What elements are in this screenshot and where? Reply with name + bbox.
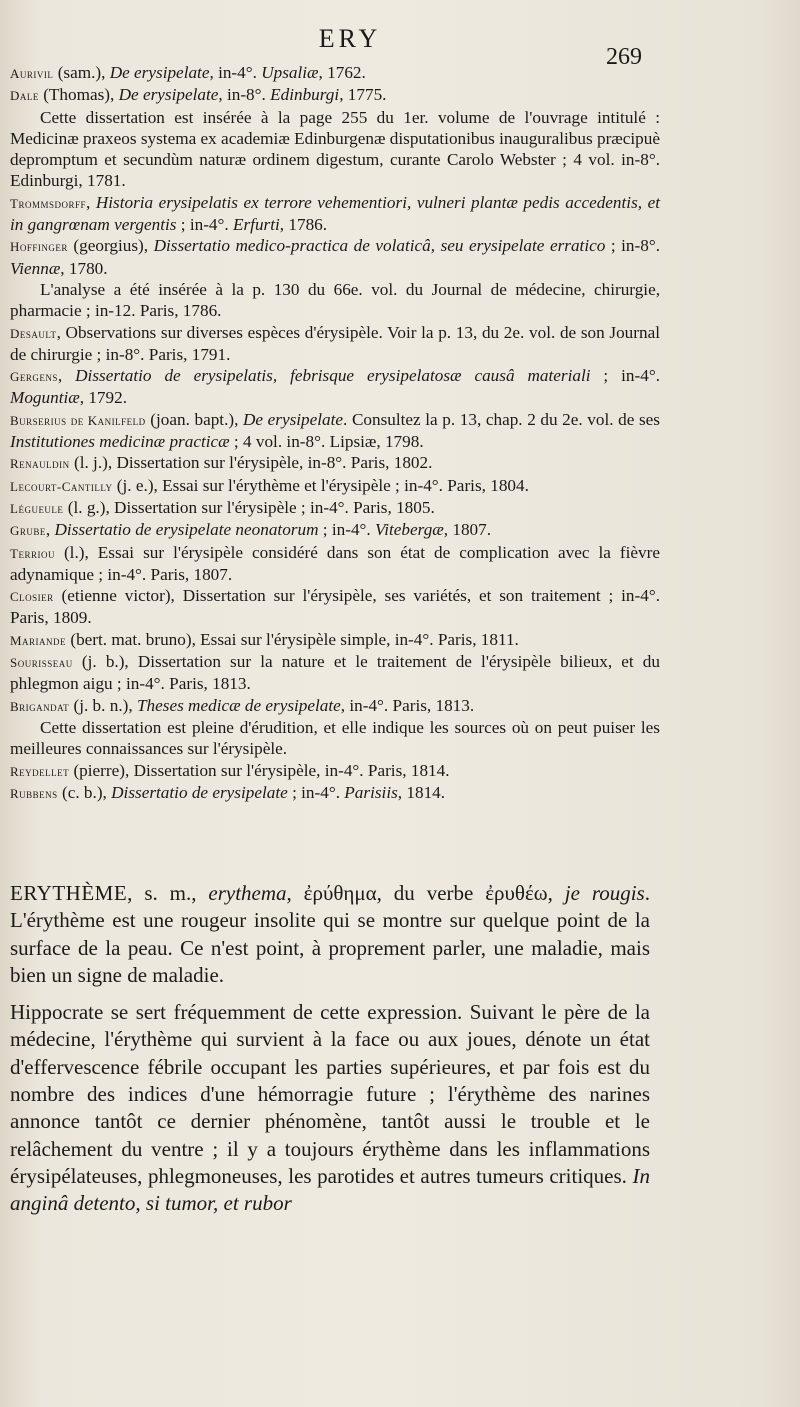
entry-text: ; in-4°.: [287, 782, 345, 802]
translation: je rougis: [564, 881, 645, 905]
entry-author: Légueule: [10, 500, 64, 516]
page-number: 269: [606, 44, 642, 70]
bibliography-entry: [10, 452, 660, 474]
entry-author: Lecourt-Cantilly: [10, 478, 113, 494]
entry-text: (j. e.), Essai sur l'érythème et l'érysipèle ; in-4°. Paris, 1804.: [112, 475, 529, 495]
bibliography-note: L'analyse a été insérée à la p. 130 du 66e. vol. du Journal de médecine, chirurgie, pharmacie ; in-12. Paris, 1786.: [10, 279, 660, 321]
entry-author: Burserius de Kanilfeld: [10, 412, 146, 428]
entry-text: (bert. mat. bruno), Essai sur l'érysipèle simple, in-4°. Paris, 1811.: [66, 629, 519, 649]
entry-author: Reydellet: [10, 763, 70, 779]
entry-author: Dale: [10, 88, 39, 104]
entry-author: Renauldin: [10, 456, 70, 472]
latin-term: erythema: [208, 881, 287, 905]
bibliography-note: Cette dissertation est insérée à la page 255 du 1er. volume de l'ouvrage intitulé : Medicinæ praxeos systema ex academiæ Edinburgenæ disputationibus inauguralibus præcipuè depromptum et secundùm naturæ ordinem digestum, curante Carolo Webster ; 4 vol. in-8°. Edinburgi, 1781.: [10, 107, 660, 191]
entry-text: , in-4°. Paris, 1813.: [340, 695, 475, 715]
entry-text: ; in-4°.: [176, 215, 233, 235]
bibliography-entry: [10, 629, 660, 651]
entry-author: Sourisseau: [10, 655, 73, 671]
bibliography-entry: [10, 519, 660, 541]
entry-place: Edinburgi: [270, 85, 340, 105]
bibliography-entry: [10, 585, 660, 629]
bibliography-entry: [10, 760, 660, 782]
text: Hippocrate se sert fréquemment de cette expression. Suivant le père de la médecine, l'érythème qui survient à la face ou aux joues, dénote un état d'effervescence fébrile occupant les parties supérieures, et par fois est du nombre des indices d'une hémorragie future ; l'érythème des narines annonce tantôt ce dernier phénomène, tantôt aussi le trouble et le relâchement du ventre ; il y a toujours érythème dans les inflammations érysipélateuses, phlegmoneuses, les parotides et autres tumeurs critiques.: [10, 1000, 650, 1188]
entry-text: ,: [85, 192, 96, 212]
entry-author: Trommsdorff: [10, 195, 86, 211]
entry-author: Rubbens: [10, 785, 58, 801]
entry-author: Closier: [10, 589, 54, 605]
bibliography: [10, 62, 660, 804]
entry-text: , 1786.: [279, 215, 328, 235]
entry-place: Viennæ: [10, 258, 61, 278]
entry-text: (Thomas),: [38, 85, 119, 105]
entry-text: , Observations sur diverses espèces d'érysipèle. Voir la p. 13, du 2e. vol. de son Journal de chirurgie ; in-8°. Paris, 1791.: [10, 322, 660, 364]
bibliography-entry: [10, 497, 660, 519]
entry-place: Vitebergæ: [375, 520, 444, 540]
entry-text: ; 4 vol. in-8°. Lipsiæ, 1798.: [229, 432, 424, 452]
entry-title: De erysipelate: [243, 409, 344, 429]
article-paragraph-1: [10, 880, 650, 989]
entry-text: (j. b. n.),: [69, 695, 137, 715]
bibliography-entry: [10, 409, 660, 453]
entry-author: Gergens: [10, 369, 58, 385]
entry-title: Dissertatio de erysipelatis, febrisque erysipelatosæ causâ materiali: [75, 366, 591, 386]
entry-title: Dissertatio de erysipelate neonatorum: [54, 520, 319, 540]
entry-place: Institutiones medicinæ practicæ: [10, 432, 230, 452]
entry-text: (j. b.), Dissertation sur la nature et le traitement de l'érysipèle bilieux, et du phlegmon aigu ; in-4°. Paris, 1813.: [10, 652, 660, 694]
entry-text: (l. j.), Dissertation sur l'érysipèle, in-8°. Paris, 1802.: [69, 453, 433, 473]
entry-text: (georgius),: [67, 236, 154, 256]
entry-title: Historia erysipelatis ex terrore vehementiori, vulneri plantæ pedis accedentis, et in gangrœnam vergentis: [10, 192, 661, 235]
entry-text: , 1792.: [79, 388, 127, 408]
entry-text: . Consultez la p. 13, chap. 2 du 2e. vol. de ses: [343, 409, 660, 429]
running-head: ERY: [318, 24, 382, 53]
entry-text: (c. b.),: [57, 782, 112, 802]
entry-title: De erysipelate: [118, 85, 219, 105]
headword: ERYTHÈME: [10, 881, 128, 905]
article: [10, 880, 650, 1218]
entry-title: Theses medicæ de erysipelate: [136, 695, 341, 715]
bibliography-entries-a: [10, 62, 660, 804]
latin-quote: In anginâ detento, si tumor, et rubor: [10, 1163, 650, 1216]
entry-author: Desault: [10, 325, 57, 341]
bibliography-entry: [10, 695, 660, 717]
bibliography-entry: [10, 475, 660, 497]
entry-text: , 1780.: [60, 258, 108, 278]
entry-author: Terriou: [10, 545, 55, 561]
bibliography-entry: [10, 542, 660, 586]
text: , s. m.,: [127, 881, 209, 905]
bibliography-entry: [10, 192, 660, 236]
entry-author: Hoffinger: [10, 239, 68, 255]
entry-place: Upsaliæ: [261, 63, 319, 82]
entry-place: Parisiis: [344, 782, 398, 802]
entry-title: De erysipelate: [109, 63, 210, 82]
article-paragraph-2: [10, 999, 650, 1217]
bibliography-entry: [10, 235, 660, 279]
entry-text: , 1775.: [339, 85, 387, 105]
entry-text: , 1807.: [443, 520, 492, 540]
entry-text: ; in-4°.: [590, 366, 660, 386]
entry-text: (joan. bapt.),: [145, 409, 243, 429]
entry-title: Dissertatio medico-practica de volaticâ, seu erysipelate erratico: [153, 236, 606, 256]
entry-text: , in-4°.: [209, 63, 262, 82]
entry-author: Aurivil: [10, 66, 54, 81]
entry-place: Moguntiæ: [10, 388, 80, 408]
entry-text: ,: [45, 520, 55, 540]
bibliography-entry: [10, 322, 660, 366]
text: . L'érythème est une rougeur insolite qui se montre sur quelque point de la surface de la peau. Ce n'est point, à proprement parler, une maladie, mais bien un signe de maladie.: [10, 881, 650, 987]
entry-text: , 1814.: [397, 782, 446, 802]
entry-text: (sam.),: [53, 63, 110, 82]
entry-text: (l.), Essai sur l'érysipèle considéré dans son état de complication avec la fièvre adynamique ; in-4°. Paris, 1807.: [10, 542, 660, 584]
bibliography-entry: [10, 84, 660, 106]
bibliography-entry: [10, 782, 660, 804]
bibliography-entry: [10, 651, 660, 695]
entry-title: Dissertatio de erysipelate: [111, 782, 288, 802]
bibliography-entry: [10, 365, 660, 409]
entry-text: (l. g.), Dissertation sur l'érysipèle ; in-4°. Paris, 1805.: [63, 497, 435, 517]
entry-author: Brigandat: [10, 698, 70, 714]
entry-author: Mariande: [10, 632, 67, 648]
entry-text: , 1762.: [318, 63, 366, 82]
entry-text: (pierre), Dissertation sur l'érysipèle, in-4°. Paris, 1814.: [69, 760, 450, 780]
entry-text: , in-8°.: [218, 85, 271, 105]
entry-text: ; in-4°.: [318, 520, 376, 540]
entry-place: Erfurti: [232, 215, 280, 235]
bibliography-note: Cette dissertation est pleine d'érudition, et elle indique les sources où on peut puiser les meilleures connaissances sur l'érysipèle.: [10, 717, 660, 759]
bibliography-entry: [10, 62, 660, 84]
text: , ἐρύθημα, du verbe ἐρυθέω,: [286, 881, 565, 905]
entry-author: Grube: [10, 523, 46, 539]
entry-text: ,: [57, 366, 76, 386]
entry-text: (etienne victor), Dissertation sur l'érysipèle, ses variétés, et son traitement ; in-4°. Paris, 1809.: [10, 586, 660, 628]
entry-text: ; in-8°.: [605, 236, 660, 256]
